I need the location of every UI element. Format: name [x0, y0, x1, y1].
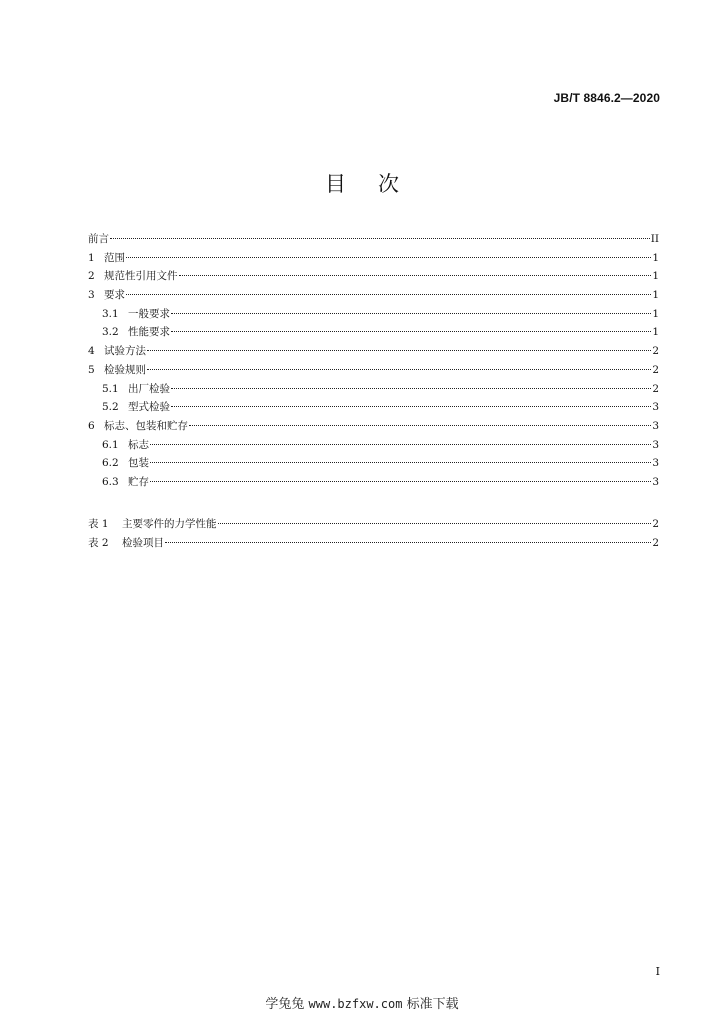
standard-code: JB/T 8846.2—2020: [553, 91, 660, 105]
footer-slogan: 标准下载: [406, 997, 459, 1012]
toc-title-char-2: 次: [378, 172, 399, 196]
toc-entry-label: 前言: [88, 233, 109, 245]
toc-entry-6-2[interactable]: [88, 455, 659, 474]
dot-leader: [218, 523, 652, 524]
toc-entry-6-1[interactable]: [88, 437, 659, 456]
toc-entry-6-3[interactable]: [88, 474, 659, 493]
dot-leader: [189, 425, 651, 426]
toc-entry-page: 1: [652, 307, 659, 320]
table-entry-number: 表 1: [88, 518, 109, 530]
toc-entry-number: 6.1: [102, 438, 119, 451]
toc-entry-label: 要求: [104, 289, 125, 302]
toc-title: [0, 168, 724, 198]
toc-entry-preface[interactable]: [88, 231, 659, 250]
toc-entry-label: 一般要求: [128, 307, 170, 320]
table-entry-label: 主要零件的力学性能: [122, 518, 217, 530]
toc-entry-3[interactable]: [88, 287, 659, 306]
toc-entry-number: 2: [88, 270, 95, 283]
footer-site-name: 学兔兔: [265, 997, 305, 1012]
toc-entry-page: 3: [652, 419, 659, 432]
dot-leader: [150, 462, 651, 463]
toc-entry-label: 标志: [128, 438, 149, 451]
toc-entry-label: 包装: [128, 457, 149, 470]
toc-entry-page: 1: [652, 270, 659, 283]
toc-entry-number: 6.2: [102, 457, 119, 470]
toc-entry-page: II: [650, 233, 659, 245]
toc-entry-number: 5: [88, 363, 95, 376]
table-list: [88, 516, 659, 553]
toc-entry-number: 3: [88, 289, 95, 302]
dot-leader: [171, 388, 651, 389]
dot-leader: [147, 369, 651, 370]
toc-entry-page: 3: [652, 401, 659, 414]
toc-entry-3-2[interactable]: [88, 324, 659, 343]
toc-entry-number: 4: [88, 345, 95, 358]
dot-leader: [150, 481, 651, 482]
toc-entry-page: 1: [652, 326, 659, 339]
toc-entry-page: 3: [652, 457, 659, 470]
toc-entry-number: 6: [88, 419, 95, 432]
toc-entry-2[interactable]: [88, 268, 659, 287]
dot-leader: [165, 542, 651, 543]
page-number: I: [655, 965, 660, 978]
table-entry-number: 表 2: [88, 536, 109, 549]
toc-entry-label: 范围: [104, 251, 125, 264]
toc-title-char-1: 目: [325, 172, 346, 196]
toc-entry-4[interactable]: [88, 343, 659, 362]
toc-entry-number: 3.2: [102, 326, 119, 339]
dot-leader: [150, 444, 651, 445]
toc-entry-page: 3: [652, 438, 659, 451]
dot-leader: [179, 275, 652, 276]
toc-entry-5-1[interactable]: [88, 381, 659, 400]
toc-entry-number: 3.1: [102, 307, 119, 320]
toc-entry-label: 规范性引用文件: [104, 270, 178, 283]
toc-entry-page: 1: [652, 289, 659, 302]
toc-entry-label: 性能要求: [128, 326, 170, 339]
toc-entry-3-1[interactable]: [88, 306, 659, 325]
dot-leader: [110, 238, 650, 239]
toc-entry-number: 6.3: [102, 475, 119, 488]
toc-entry-label: 贮存: [128, 475, 149, 488]
table-entry-label: 检验项目: [122, 536, 164, 549]
toc-entry-page: 3: [652, 475, 659, 488]
toc-entry-6[interactable]: [88, 418, 659, 437]
toc-entry-5-2[interactable]: [88, 399, 659, 418]
toc-entry-label: 型式检验: [128, 401, 170, 414]
toc-entry-number: 5.2: [102, 401, 119, 414]
table-entry-2[interactable]: [88, 535, 659, 554]
dot-leader: [147, 350, 651, 351]
toc-entry-page: 2: [652, 345, 659, 358]
toc-entry-number: 1: [88, 251, 95, 264]
footer-watermark: [0, 993, 724, 1012]
dot-leader: [126, 257, 651, 258]
dot-leader: [171, 331, 651, 332]
dot-leader: [126, 294, 651, 295]
toc-entry-page: 1: [652, 251, 659, 264]
toc-entry-1[interactable]: [88, 250, 659, 269]
toc-entry-label: 出厂检验: [128, 382, 170, 395]
toc-entry-label: 检验规则: [104, 363, 146, 376]
toc-entry-number: 5.1: [102, 382, 119, 395]
footer-url-link[interactable]: www.bzfxw.com: [308, 997, 403, 1011]
table-entry-page: 2: [652, 518, 659, 530]
toc-list: [88, 231, 659, 493]
toc-entry-page: 2: [652, 382, 659, 395]
table-entry-page: 2: [652, 536, 659, 549]
toc-entry-5[interactable]: [88, 362, 659, 381]
toc-entry-label: 试验方法: [104, 345, 146, 358]
dot-leader: [171, 313, 651, 314]
toc-entry-page: 2: [652, 363, 659, 376]
toc-entry-label: 标志、包装和贮存: [104, 419, 188, 432]
dot-leader: [171, 406, 651, 407]
table-entry-1[interactable]: [88, 516, 659, 535]
